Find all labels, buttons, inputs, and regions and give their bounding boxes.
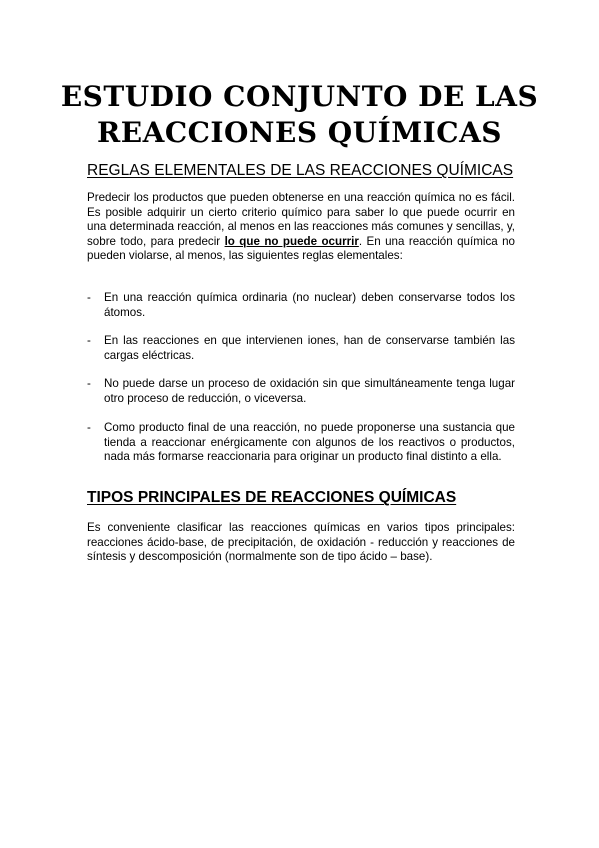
bullet-dash: -: [87, 421, 91, 434]
bullet-dash: -: [87, 291, 91, 304]
intro-text-before: Predecir los productos que pueden obtenerse en una reacción química no es fácil. Es posible adquirir un cierto criterio químico para saber lo que puede ocurrir en una determinada reacción, al menos en las reacciones más comunes y sencillas, y, sobre todo, para predecir: [87, 191, 515, 248]
tipos-paragraph: Es conveniente clasificar las reacciones químicas en varios tipos principales: reacciones ácido-base, de precipitación, de oxidación - reducción y reacciones de síntesis y descomposición (normalmente son de tipo ácido – base).: [87, 521, 515, 564]
rule-text: En las reacciones en que intervienen iones, han de conservarse también las cargas eléctricas.: [104, 334, 515, 362]
intro-text-after: . En una reacción química no pueden violarse, al menos, las siguientes reglas elementales:: [87, 234, 515, 263]
section-heading-tipos: TIPOS PRINCIPALES DE REACCIONES QUÍMICAS: [87, 489, 457, 506]
intro-paragraph: [87, 191, 515, 264]
rule-text: En una reacción química ordinaria (no nuclear) deben conservarse todos los átomos.: [104, 291, 515, 319]
section-heading-reglas: REGLAS ELEMENTALES DE LAS REACCIONES QUÍMICAS: [87, 162, 514, 179]
intro-emphasis: lo que no puede ocurrir: [224, 234, 359, 248]
bullet-dash: -: [87, 377, 91, 390]
document-title-line-2: REACCIONES QUÍMICAS: [96, 116, 503, 149]
rule-list-item: [87, 291, 515, 320]
document-title-line-1: ESTUDIO CONJUNTO DE LAS: [60, 80, 539, 113]
rule-list-item: [87, 421, 515, 465]
bullet-dash: -: [87, 334, 91, 347]
rule-text: Como producto final de una reacción, no puede proponerse una sustancia que tienda a reaccionar enérgicamente con algunos de los reactivos o productos, nada más formarse reaccionaria para originar un producto final distinto a ella.: [104, 421, 515, 464]
rule-list-item: [87, 377, 515, 406]
rule-list-item: [87, 334, 515, 363]
rule-text: No puede darse un proceso de oxidación sin que simultáneamente tenga lugar otro proceso de reducción, o viceversa.: [104, 377, 515, 405]
